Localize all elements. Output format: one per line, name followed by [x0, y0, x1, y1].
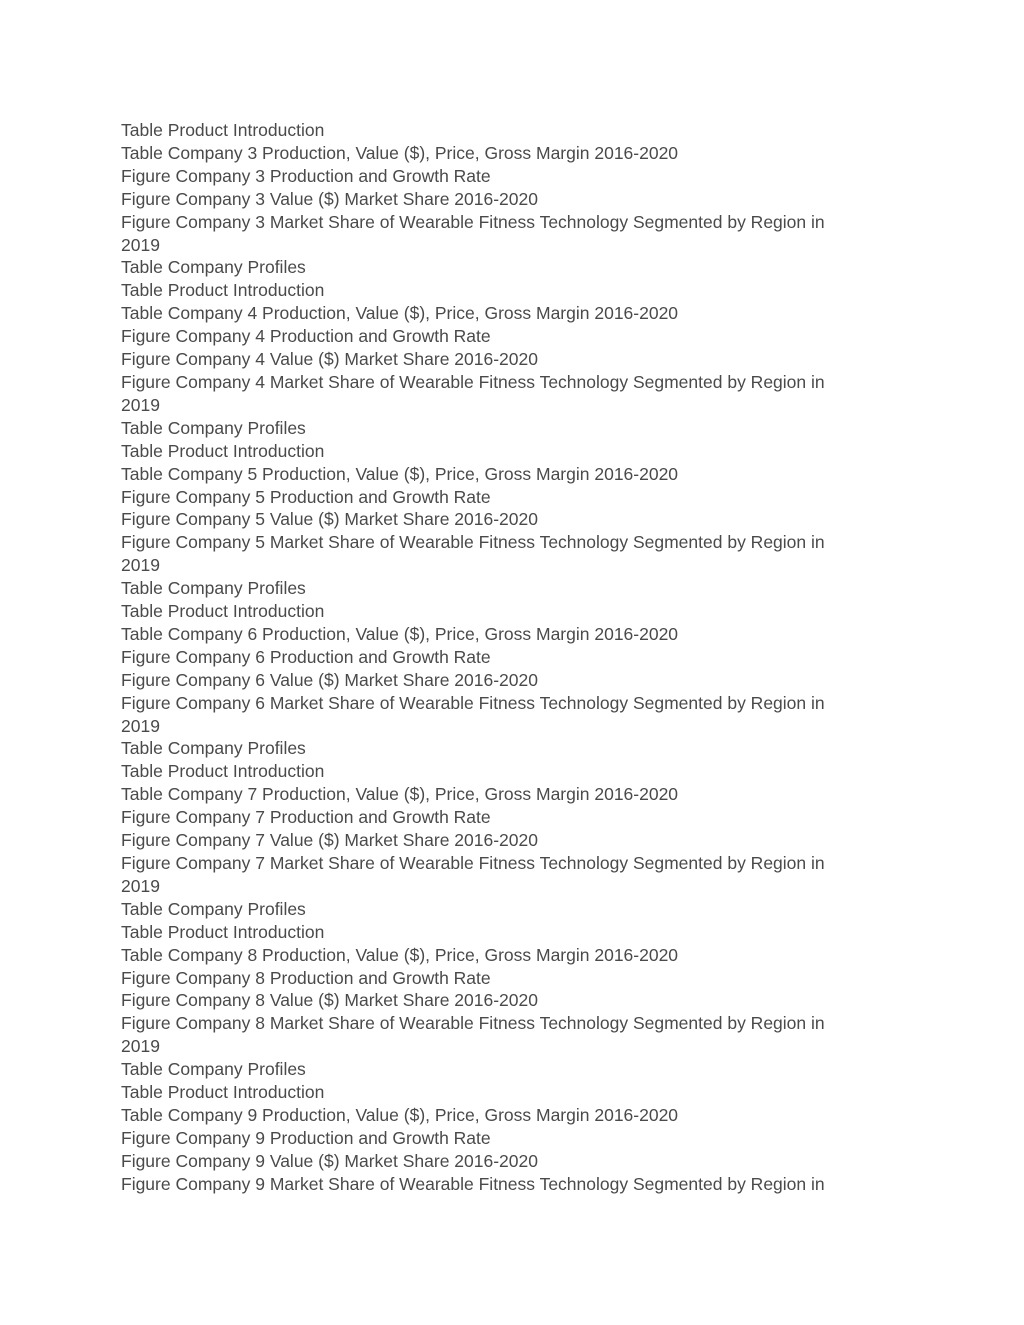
toc-entry: Table Product Introduction [121, 1082, 325, 1103]
toc-entry: Figure Company 8 Market Share of Wearable Fitness Technology Segmented by Region in [121, 1013, 825, 1034]
toc-entry: Table Product Introduction [121, 761, 325, 782]
toc-entry: Table Company Profiles [121, 257, 306, 278]
toc-entry: Table Company Profiles [121, 898, 306, 919]
list-of-tables-and-figures [121, 119, 881, 1196]
toc-entry: Table Company Profiles [121, 1059, 306, 1080]
toc-entry: Figure Company 7 Production and Growth Rate [121, 807, 491, 828]
toc-entry: Table Product Introduction [121, 601, 325, 622]
toc-entry: Figure Company 7 Market Share of Wearable Fitness Technology Segmented by Region in [121, 853, 825, 873]
toc-entry: Figure Company 3 Production and Growth Rate [121, 165, 491, 186]
toc-entry: Table Company 4 Production, Value ($), Price, Gross Margin 2016-2020 [121, 303, 679, 324]
toc-entry: Figure Company 4 Production and Growth Rate [121, 326, 491, 347]
toc-entry: Table Company 7 Production, Value ($), Price, Gross Margin 2016-2020 [121, 784, 679, 805]
toc-entry: Table Product Introduction [121, 921, 325, 942]
toc-entry: 2019 [121, 555, 160, 576]
toc-entry: Figure Company 4 Market Share of Wearable Fitness Technology Segmented by Region in [121, 371, 825, 392]
toc-entry: 2019 [121, 875, 160, 896]
toc-entry: Figure Company 7 Value ($) Market Share 2016-2020 [121, 830, 538, 851]
toc-entry: 2019 [121, 234, 160, 255]
toc-entry: Table Company Profiles [121, 738, 306, 759]
toc-entry: Figure Company 6 Value ($) Market Share 2016-2020 [121, 669, 538, 690]
toc-entry: Figure Company 8 Value ($) Market Share 2016-2020 [121, 990, 538, 1011]
toc-entry: Table Product Introduction [121, 280, 325, 301]
toc-entry: Figure Company 3 Value ($) Market Share 2016-2020 [121, 188, 538, 209]
toc-entry: Figure Company 5 Value ($) Market Share 2016-2020 [121, 509, 538, 530]
toc-entry: Figure Company 5 Production and Growth Rate [121, 486, 491, 507]
toc-entry: Table Company 3 Production, Value ($), Price, Gross Margin 2016-2020 [121, 142, 679, 163]
toc-entry: Figure Company 6 Market Share of Wearable Fitness Technology Segmented by Region in [121, 692, 825, 713]
toc-entry: Figure Company 9 Value ($) Market Share 2016-2020 [121, 1150, 538, 1171]
toc-entry: 2019 [121, 394, 160, 415]
toc-entry: Table Company 6 Production, Value ($), Price, Gross Margin 2016-2020 [121, 623, 679, 644]
toc-entry: Figure Company 6 Production and Growth Rate [121, 646, 491, 667]
toc-entry: Table Company 9 Production, Value ($), Price, Gross Margin 2016-2020 [121, 1104, 679, 1125]
toc-entry: Table Company Profiles [121, 417, 306, 438]
toc-entry: Figure Company 4 Value ($) Market Share 2016-2020 [121, 349, 538, 370]
toc-entry: Figure Company 5 Market Share of Wearable Fitness Technology Segmented by Region in [121, 532, 825, 553]
toc-entry: 2019 [121, 715, 160, 736]
toc-entry: Table Product Introduction [121, 440, 325, 461]
toc-entry: 2019 [121, 1036, 160, 1057]
toc-entry: Table Company Profiles [121, 578, 306, 599]
toc-entry: Table Company 8 Production, Value ($), Price, Gross Margin 2016-2020 [121, 944, 679, 965]
toc-entry: Figure Company 9 Production and Growth Rate [121, 1127, 491, 1148]
toc-entry: Table Product Introduction [121, 120, 325, 140]
toc-entry: Figure Company 8 Production and Growth Rate [121, 967, 491, 988]
toc-entry: Figure Company 3 Market Share of Wearable Fitness Technology Segmented by Region in [121, 211, 825, 232]
toc-entry: Figure Company 9 Market Share of Wearable Fitness Technology Segmented by Region in [121, 1173, 825, 1194]
toc-entry: Table Company 5 Production, Value ($), Price, Gross Margin 2016-2020 [121, 463, 679, 484]
